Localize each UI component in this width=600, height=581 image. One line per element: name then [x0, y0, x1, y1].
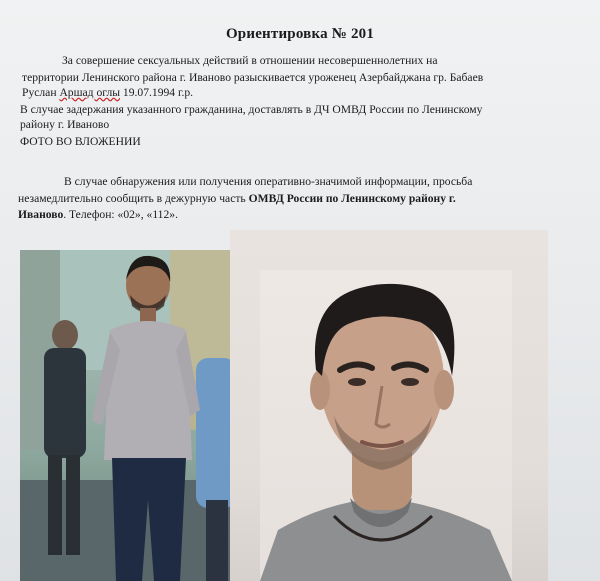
- paragraph-1-line-2: территории Ленинского района г. Иваново разыскивается уроженец Азербайджана гр. Бабаев: [22, 71, 484, 84]
- paragraph-4-line-1: В случае обнаружения или получения оперативно-значимой информации, просьба: [64, 175, 473, 188]
- phones: . Телефон: «02», «112».: [63, 208, 178, 221]
- photo-note: ФОТО ВО ВЛОЖЕНИИ: [20, 135, 141, 148]
- department-name: ОМВД России по Ленинскому району г.: [248, 192, 456, 205]
- full-length-photo: [20, 250, 230, 581]
- city-name: Иваново: [18, 208, 64, 221]
- paragraph-4-line-3: [18, 208, 178, 221]
- portrait-photo: [230, 230, 548, 581]
- name-first: Руслан: [22, 86, 60, 99]
- portrait-illustration: [230, 230, 548, 581]
- paragraph-2-line-1: В случае задержания указанного гражданина, доставлять в ДЧ ОМВД России по Ленинскому: [20, 103, 483, 116]
- birth-date: 19.07.1994 г.р.: [120, 86, 194, 99]
- name-patronymic: Аршад оглы: [59, 86, 121, 99]
- paragraph-1-line-1: За совершение сексуальных действий в отношении несовершеннолетних на: [62, 54, 438, 67]
- full-length-photo-illustration: [20, 250, 230, 581]
- paragraph-4-line-2: незамедлительно сообщить в дежурную часть ОМВД России по Ленинскому району г.: [18, 192, 456, 205]
- paragraph-2-line-2: району г. Иваново: [20, 118, 110, 131]
- document-title: Ориентировка № 201: [225, 26, 375, 42]
- paragraph-1-line-3: [22, 86, 193, 99]
